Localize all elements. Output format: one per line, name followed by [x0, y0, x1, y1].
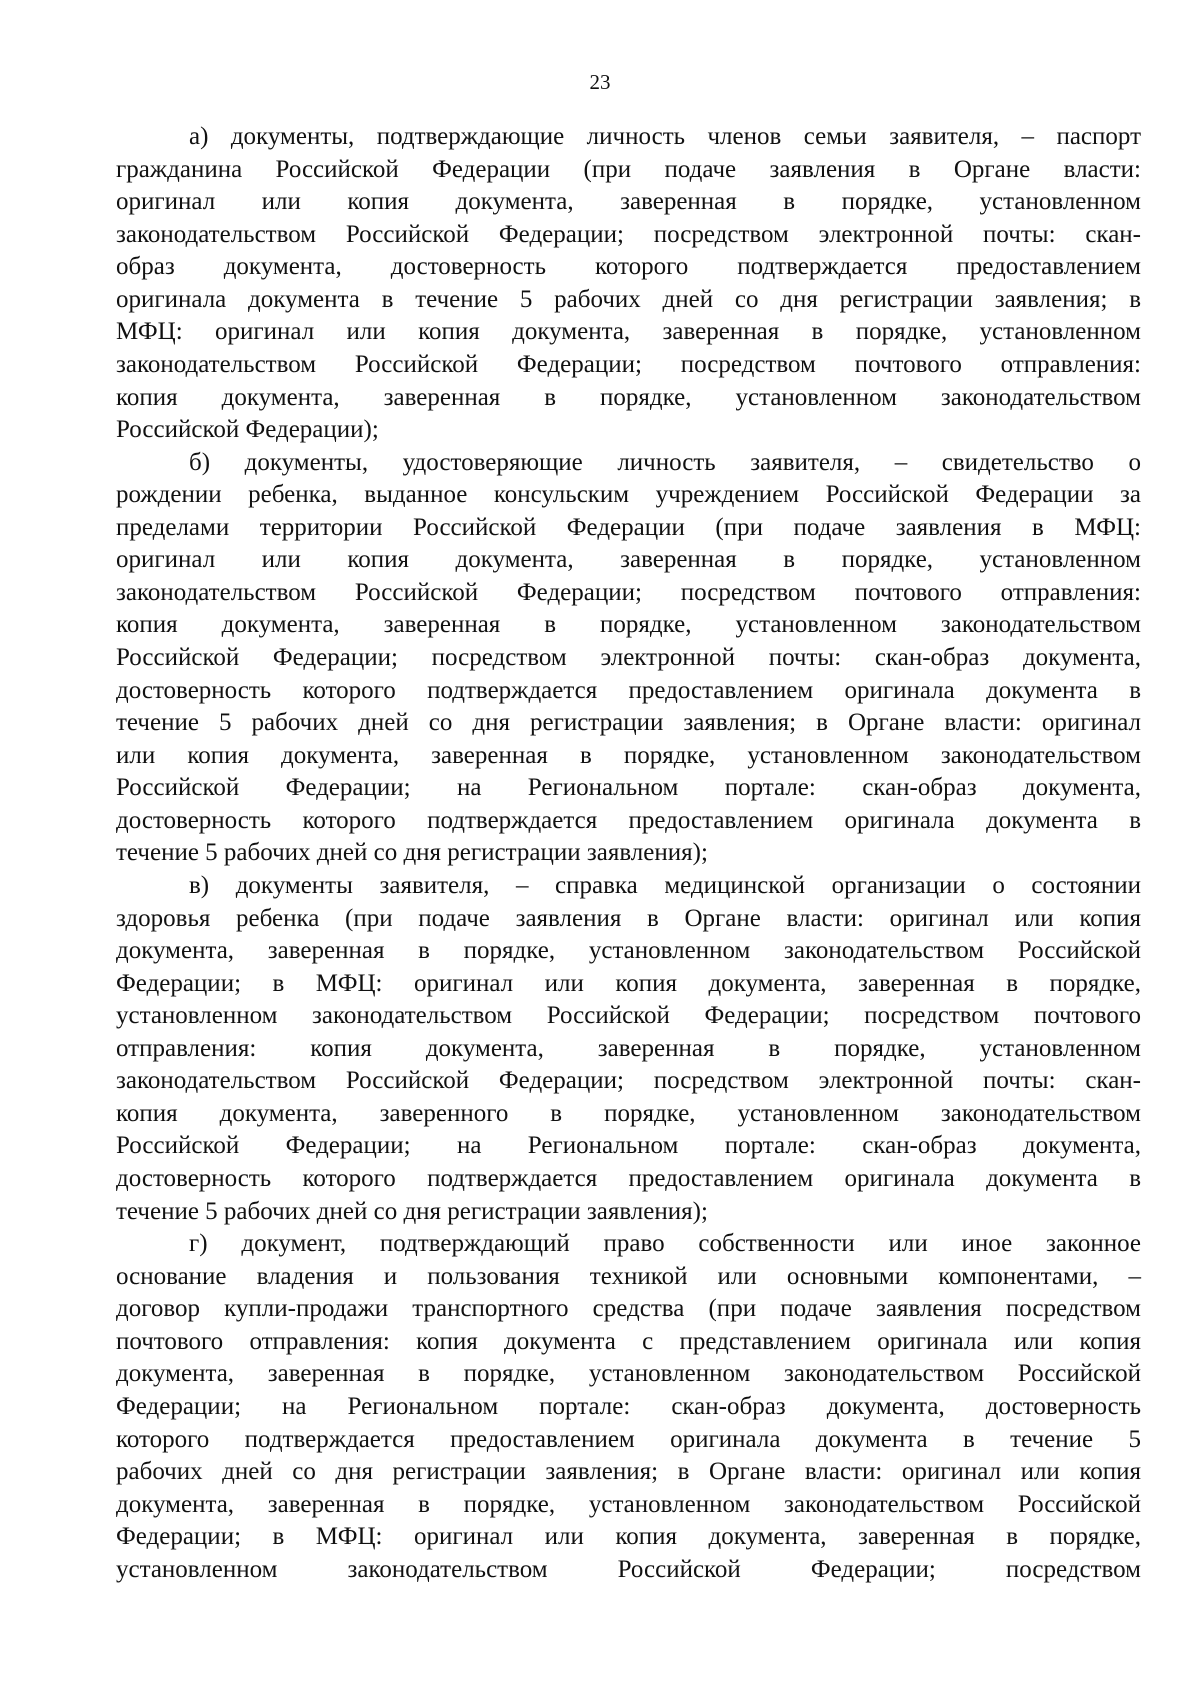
- text-line: Федерации; в МФЦ: оригинал или копия документа, заверенная в порядке,: [116, 1523, 1141, 1551]
- document-body: [116, 121, 1141, 1586]
- paragraph-g: [116, 1228, 1141, 1586]
- text-line: оригинала документа в течение 5 рабочих дней со дня регистрации заявления; в: [116, 285, 1141, 313]
- paragraph-b: [116, 447, 1141, 870]
- text-line: документа, заверенная в порядке, установленном законодательством Российской: [116, 1360, 1141, 1388]
- text-line: оригинал или копия документа, заверенная в порядке, установленном: [116, 188, 1141, 216]
- text-line: Федерации; на Региональном портале: скан-образ документа, достоверность: [116, 1392, 1141, 1420]
- text-line: Российской Федерации);: [116, 416, 379, 444]
- text-line: законодательством Российской Федерации; посредством почтового отправления:: [116, 578, 1141, 606]
- text-line: законодательством Российской Федерации; посредством электронной почты: скан-: [116, 220, 1141, 248]
- paragraph-a: [116, 121, 1141, 447]
- text-line: законодательством Российской Федерации; посредством почтового отправления:: [116, 350, 1141, 378]
- text-line: копия документа, заверенного в порядке, установленном законодательством: [116, 1099, 1141, 1127]
- text-line: установленном законодательством Российской Федерации; посредством: [116, 1555, 1141, 1583]
- text-line: отправления: копия документа, заверенная в порядке, установленном: [116, 1034, 1141, 1062]
- text-line: здоровья ребенка (при подаче заявления в Органе власти: оригинал или копия: [116, 904, 1141, 932]
- paragraph-v: [116, 870, 1141, 1228]
- text-line: течение 5 рабочих дней со дня регистрации заявления);: [116, 839, 708, 867]
- text-line: копия документа, заверенная в порядке, установленном законодательством: [116, 611, 1141, 639]
- text-line: в) документы заявителя, – справка медицинской организации о состоянии: [189, 871, 1141, 899]
- text-line: которого подтверждается предоставлением оригинала документа в течение 5: [116, 1425, 1141, 1453]
- text-line: течение 5 рабочих дней со дня регистрации заявления);: [116, 1197, 708, 1225]
- text-line: основание владения и пользования техникой или основными компонентами, –: [116, 1262, 1141, 1290]
- text-line: законодательством Российской Федерации; посредством электронной почты: скан-: [116, 1067, 1141, 1095]
- text-line: рабочих дней со дня регистрации заявления; в Органе власти: оригинал или копия: [116, 1458, 1141, 1486]
- text-line: г) документ, подтверждающий право собственности или иное законное: [189, 1230, 1141, 1258]
- text-line: Федерации; в МФЦ: оригинал или копия документа, заверенная в порядке,: [116, 969, 1141, 997]
- text-line: или копия документа, заверенная в порядке, установленном законодательством: [116, 741, 1141, 769]
- text-line: договор купли-продажи транспортного средства (при подаче заявления посредством: [116, 1295, 1141, 1323]
- text-line: образ документа, достоверность которого подтверждается предоставлением: [116, 253, 1141, 281]
- text-line: достоверность которого подтверждается предоставлением оригинала документа в: [116, 806, 1141, 834]
- text-line: Российской Федерации; на Региональном портале: скан-образ документа,: [116, 1132, 1141, 1160]
- text-line: оригинал или копия документа, заверенная в порядке, установленном: [116, 546, 1141, 574]
- text-line: а) документы, подтверждающие личность членов семьи заявителя, – паспорт: [189, 123, 1141, 150]
- text-line: достоверность которого подтверждается предоставлением оригинала документа в: [116, 1165, 1141, 1192]
- text-line: Российской Федерации; на Региональном портале: скан-образ документа,: [116, 774, 1141, 802]
- text-line: рождении ребенка, выданное консульским учреждением Российской Федерации за: [116, 481, 1141, 509]
- text-line: документа, заверенная в порядке, установленном законодательством Российской: [116, 937, 1141, 965]
- text-line: Российской Федерации; посредством электронной почты: скан-образ документа,: [116, 644, 1141, 671]
- text-line: установленном законодательством Российской Федерации; посредством почтового: [116, 1002, 1141, 1030]
- text-line: достоверность которого подтверждается предоставлением оригинала документа в: [116, 676, 1141, 704]
- text-line: почтового отправления: копия документа с представлением оригинала или копия: [116, 1327, 1141, 1355]
- text-line: течение 5 рабочих дней со дня регистрации заявления; в Органе власти: оригинал: [116, 709, 1141, 737]
- text-line: МФЦ: оригинал или копия документа, заверенная в порядке, установленном: [116, 318, 1141, 346]
- page-number: 23: [589, 70, 611, 94]
- text-line: пределами территории Российской Федерации (при подаче заявления в МФЦ:: [116, 513, 1141, 541]
- text-line: копия документа, заверенная в порядке, установленном законодательством: [116, 383, 1141, 411]
- text-line: гражданина Российской Федерации (при подаче заявления в Органе власти:: [116, 155, 1141, 183]
- text-line: документа, заверенная в порядке, установленном законодательством Российской: [116, 1490, 1141, 1518]
- text-line: б) документы, удостоверяющие личность заявителя, – свидетельство о: [189, 448, 1141, 476]
